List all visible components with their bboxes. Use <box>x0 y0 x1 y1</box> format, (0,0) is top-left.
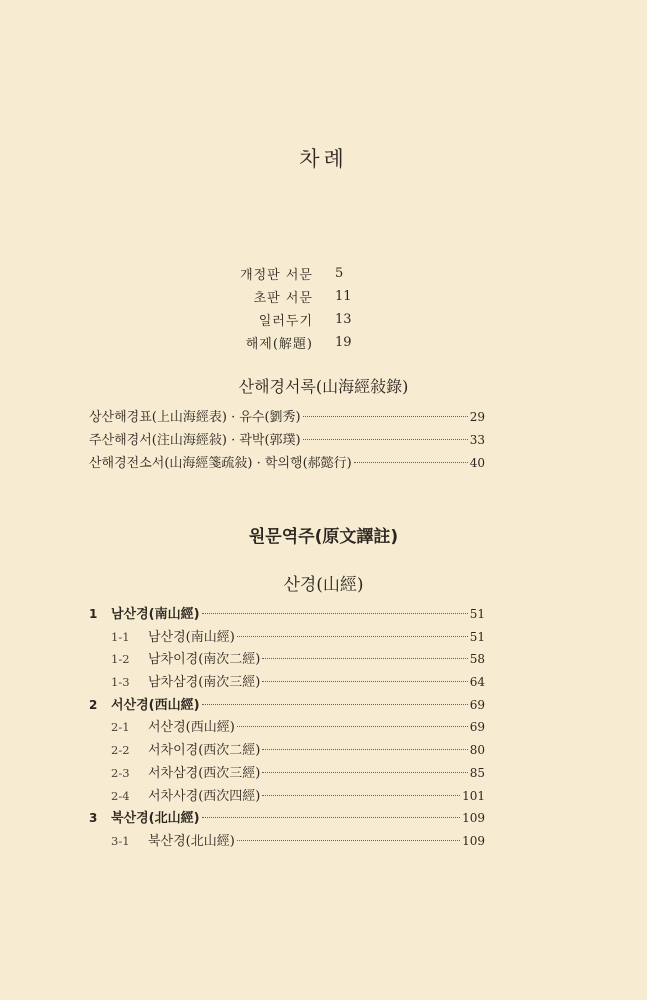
dot-leader <box>262 795 460 796</box>
dot-leader <box>262 749 467 750</box>
entry-number: 3 <box>89 811 98 826</box>
subsection-entry <box>89 739 485 762</box>
entry-page: 69 <box>469 720 485 735</box>
entry-title: 남차이경(南次二經) <box>148 652 261 668</box>
dot-leader <box>202 817 461 818</box>
dot-leader <box>202 704 468 705</box>
chapter-entry <box>89 603 485 626</box>
front-matter-label: 초판 서문 <box>253 291 313 306</box>
subsection-entry <box>89 785 485 808</box>
entry-page: 64 <box>469 675 485 690</box>
contents-list <box>89 603 485 853</box>
dot-leader <box>237 840 460 841</box>
preface-section-title: 산해경서록(山海經敍錄) <box>238 377 409 396</box>
chapter-entry <box>89 807 485 830</box>
front-matter-label: 해제(解題) <box>245 337 313 352</box>
front-matter-page: 5 <box>335 266 344 281</box>
entry-page: 101 <box>462 788 485 803</box>
entry-number: 3-1 <box>111 833 130 848</box>
entry-number: 2-2 <box>111 743 130 758</box>
front-matter-item <box>0 285 647 308</box>
entry-number: 2-1 <box>111 720 130 735</box>
entry-title: 서산경(西山經) <box>111 697 200 713</box>
entry-title: 서차사경(西次四經) <box>148 788 261 804</box>
entry-title: 남차삼경(南次三經) <box>148 675 261 691</box>
front-matter-item <box>0 331 647 354</box>
entry-number: 1-1 <box>111 629 130 644</box>
dot-leader <box>237 636 468 637</box>
subsection-entry <box>89 762 485 785</box>
chapter-entry <box>89 694 485 717</box>
entry-page: 51 <box>469 607 485 621</box>
preface-item-text: 상산해경표(上山海經表) · 유수(劉秀) <box>89 410 301 425</box>
entry-page: 109 <box>462 811 485 826</box>
page-title: 차례 <box>299 147 348 171</box>
entry-number: 1-2 <box>111 652 130 667</box>
entry-page: 51 <box>469 629 485 644</box>
entry-page: 109 <box>462 833 485 848</box>
subsection-entry <box>89 648 485 671</box>
entry-number: 1-3 <box>111 675 130 690</box>
subsection-entry <box>89 626 485 649</box>
entry-title: 남산경(南山經) <box>111 607 200 622</box>
main-section-subtitle: 산경(山經) <box>283 575 364 595</box>
entry-title: 서차삼경(西次三經) <box>148 765 261 781</box>
dot-leader <box>354 462 468 463</box>
entry-page: 85 <box>469 765 485 780</box>
entry-title: 남산경(南山經) <box>148 629 235 645</box>
subsection-entry <box>89 716 485 739</box>
entry-number: 2-3 <box>111 765 130 780</box>
entry-page: 80 <box>469 743 485 758</box>
entry-title: 서산경(西山經) <box>148 720 235 736</box>
front-matter-page: 19 <box>335 335 352 350</box>
dot-leader <box>202 613 468 614</box>
preface-item-text: 주산해경서(注山海經敍) · 곽박(郭璞) <box>89 433 301 448</box>
entry-number: 1 <box>89 607 98 621</box>
dot-leader <box>303 416 468 417</box>
front-matter-list <box>0 262 647 354</box>
entry-page: 69 <box>469 697 485 712</box>
dot-leader <box>262 658 467 659</box>
dot-leader <box>262 681 467 682</box>
front-matter-label: 일러두기 <box>258 314 313 329</box>
preface-item-page: 33 <box>469 433 485 447</box>
preface-item <box>89 452 485 475</box>
entry-title: 북산경(北山經) <box>148 833 235 849</box>
main-section-title: 원문역주(原文譯註) <box>248 527 399 547</box>
front-matter-item <box>0 262 647 285</box>
entry-number: 2-4 <box>111 788 130 803</box>
preface-item <box>89 406 485 429</box>
dot-leader <box>237 726 468 727</box>
subsection-entry <box>89 830 485 853</box>
preface-item <box>89 429 485 452</box>
preface-item-page: 29 <box>469 410 485 424</box>
preface-list <box>89 406 485 475</box>
entry-title: 서차이경(西次二經) <box>148 743 261 759</box>
front-matter-item <box>0 308 647 331</box>
entry-number: 2 <box>89 697 98 712</box>
front-matter-page: 13 <box>335 312 352 327</box>
front-matter-page: 11 <box>335 289 352 304</box>
entry-page: 58 <box>469 652 485 667</box>
dot-leader <box>262 772 467 773</box>
entry-title: 북산경(北山經) <box>111 811 200 827</box>
dot-leader <box>303 439 468 440</box>
preface-item-text: 산해경전소서(山海經箋疏敍) · 학의행(郝懿行) <box>89 456 352 471</box>
front-matter-label: 개정판 서문 <box>240 268 313 283</box>
subsection-entry <box>89 671 485 694</box>
preface-item-page: 40 <box>469 456 485 470</box>
